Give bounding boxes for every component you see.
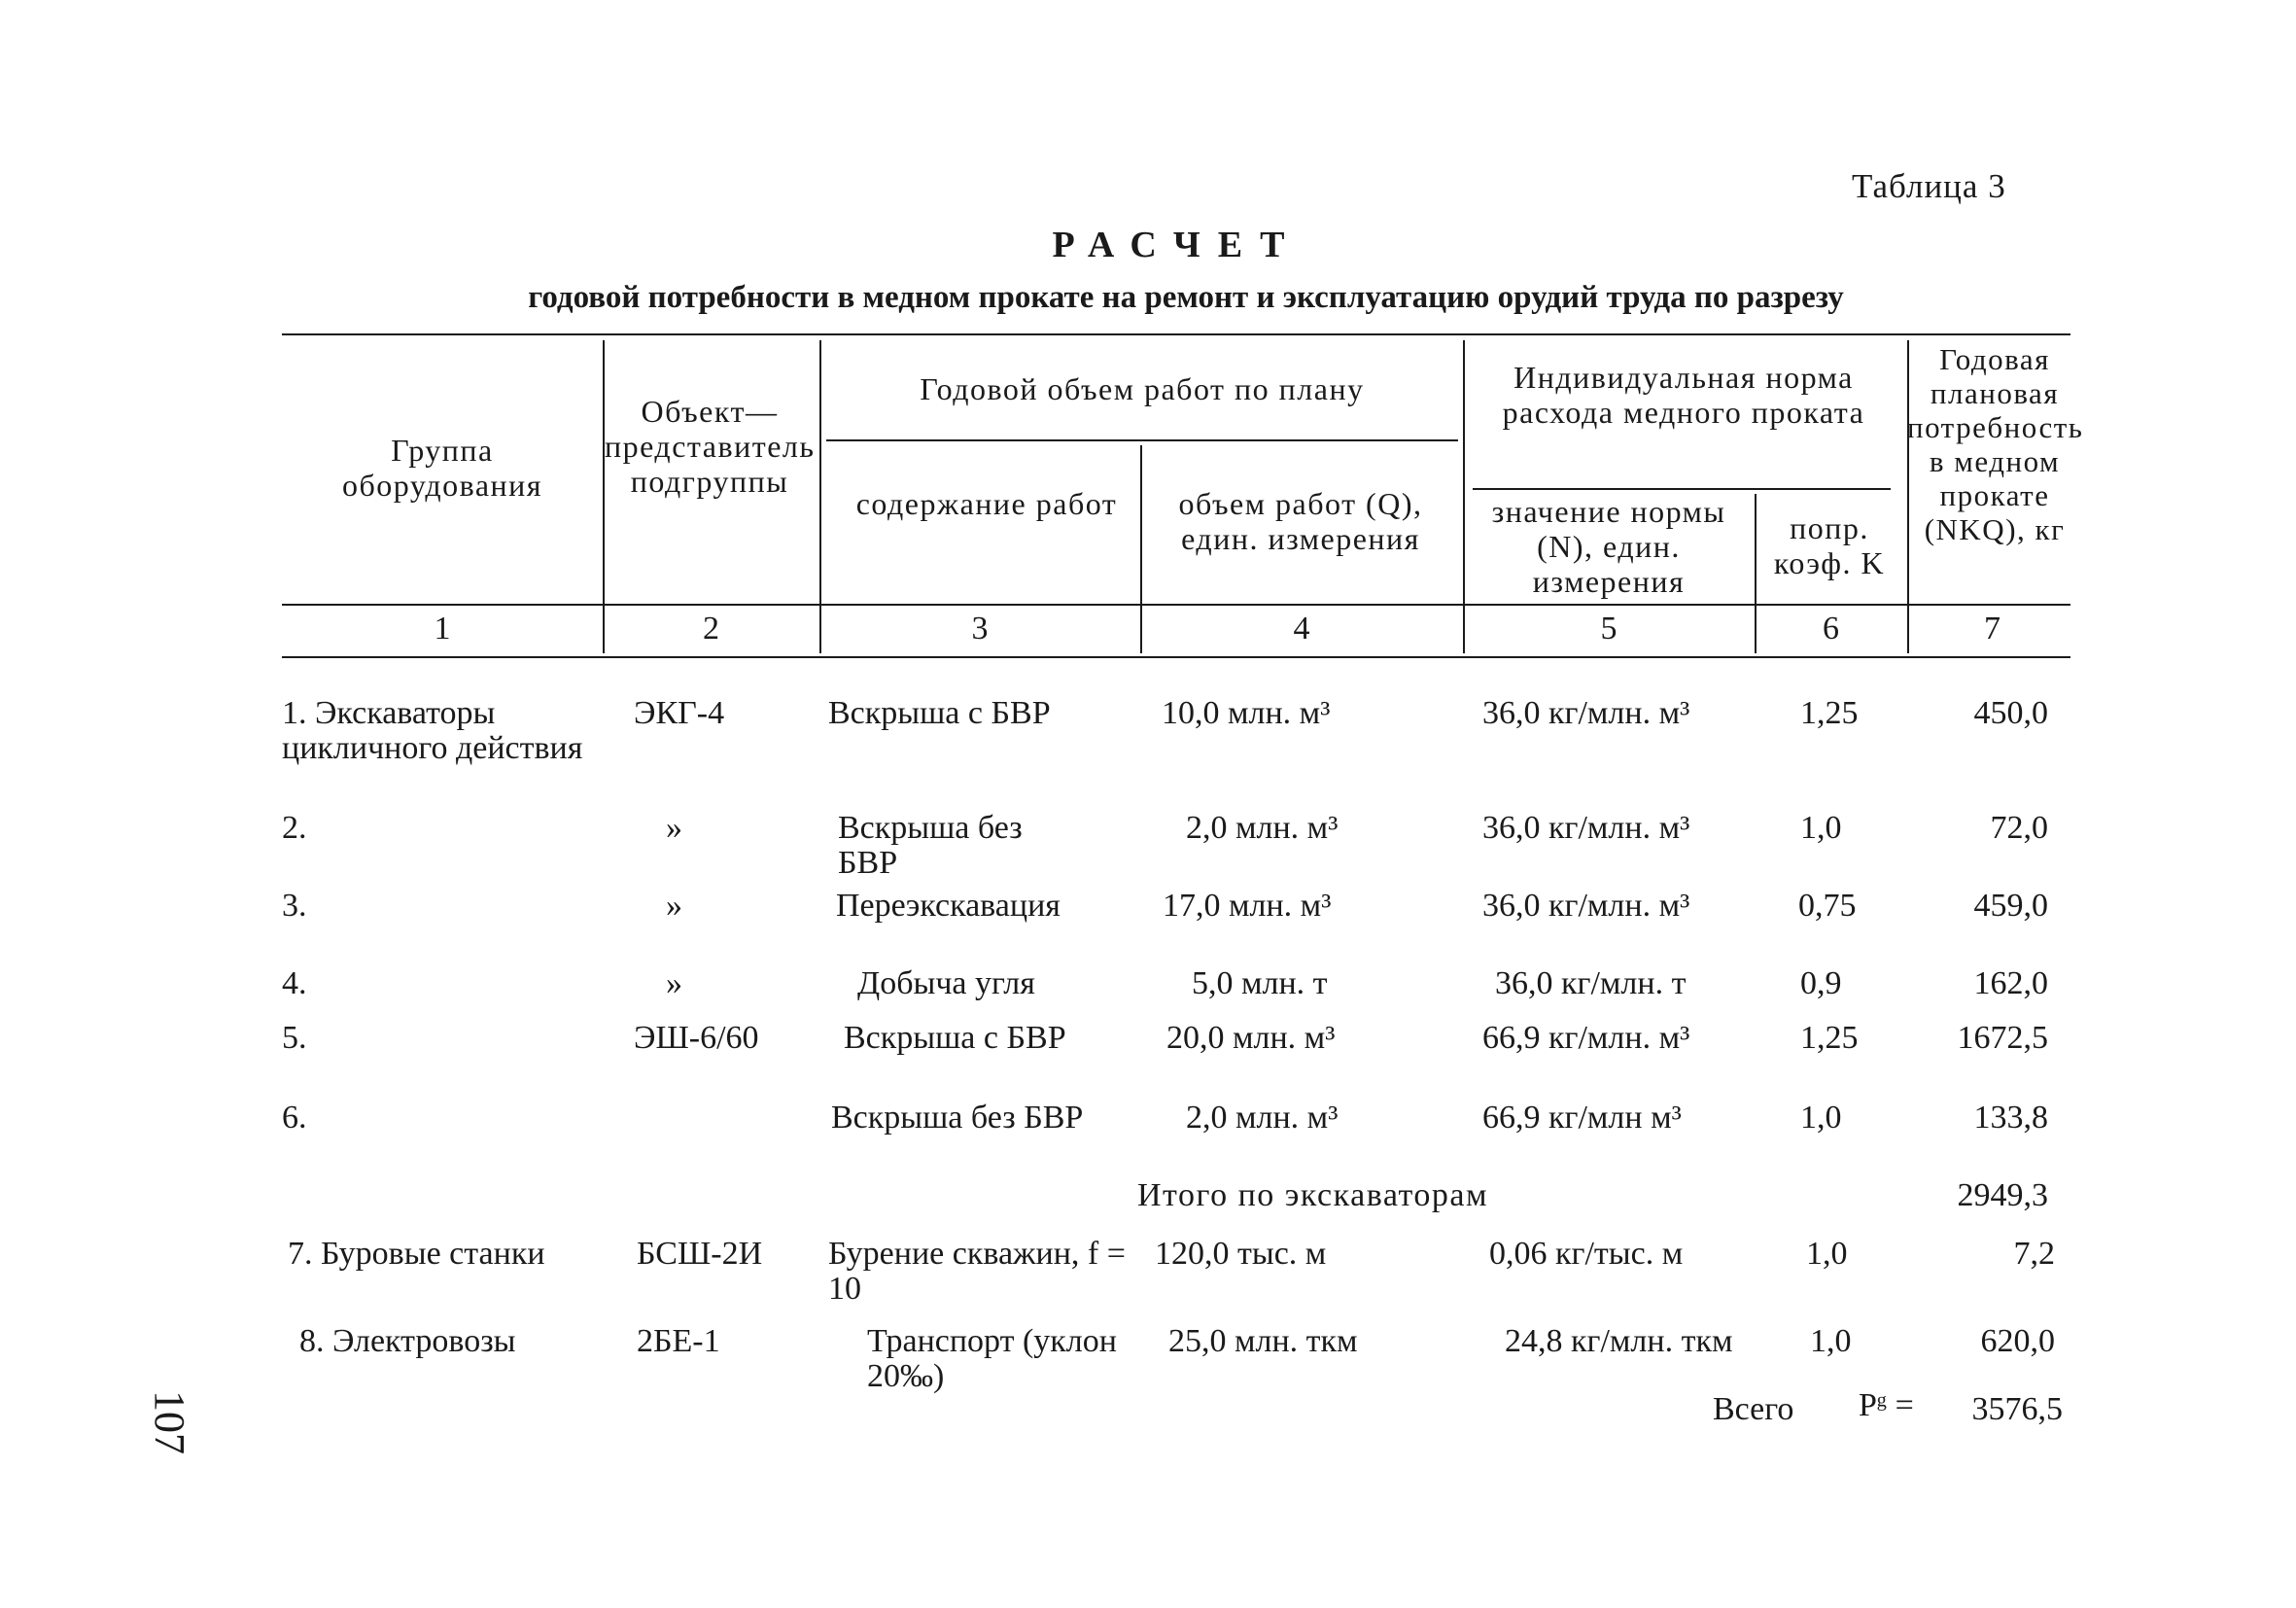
row-5-content: Вскрыша с БВР (844, 1020, 1066, 1056)
total-symbol: Pᵍ = (1859, 1387, 1914, 1423)
header-group: Группа оборудования (342, 433, 542, 503)
row-3-coef: 0,75 (1798, 888, 1857, 924)
row-5-coef: 1,25 (1800, 1020, 1859, 1056)
row-6-coef: 1,0 (1800, 1100, 1842, 1136)
colnum-2: 2 (703, 611, 719, 647)
row-1-volume: 10,0 млн. м³ (1162, 695, 1331, 731)
row-3-object: » (666, 888, 682, 924)
row-4-need: 162,0 (1973, 965, 2048, 1001)
row-4-object: » (666, 965, 682, 1001)
row-2-need: 72,0 (1990, 810, 2048, 846)
colnum-1: 1 (434, 611, 451, 647)
row-1-object: ЭКГ-4 (634, 695, 725, 731)
col-divider-2 (819, 340, 821, 653)
colnum-6: 6 (1823, 611, 1839, 647)
row-5-need: 1672,5 (1957, 1020, 2048, 1056)
row-7-object: БСШ-2И (637, 1236, 763, 1272)
row-2-group: 2. (282, 810, 307, 846)
row-3-group: 3. (282, 888, 307, 924)
row-4-content: Добыча угля (857, 965, 1035, 1001)
row-1-need: 450,0 (1973, 695, 2048, 731)
row-8-group: 8. Электровозы (299, 1323, 516, 1359)
document-subtitle: годовой потребности в медном прокате на ремонт и эксплуатацию орудий труда по разрезу (528, 280, 1844, 315)
row-4-group: 4. (282, 965, 307, 1001)
row-2-norm: 36,0 кг/млн. м³ (1482, 810, 1690, 846)
row-7-content: Бурение скважин, f = 10 (828, 1236, 1126, 1307)
row-6-need: 133,8 (1973, 1100, 2048, 1136)
document-title: РАСЧЕТ (1052, 225, 1303, 265)
total-label: Всего (1713, 1391, 1794, 1427)
row-5-norm: 66,9 кг/млн. м³ (1482, 1020, 1690, 1056)
header-norm: Индивидуальная норма расхода медного проката (1502, 360, 1865, 430)
row-3-norm: 36,0 кг/млн. м³ (1482, 888, 1690, 924)
row-8-content: Транспорт (уклон 20‰) (867, 1323, 1117, 1394)
header-norm-value: значение нормы (N), един. измерения (1491, 494, 1726, 599)
row-7-group: 7. Буровые станки (288, 1236, 545, 1272)
header-volume-q: объем работ (Q), един. измерения (1178, 486, 1423, 556)
colnum-7: 7 (1984, 611, 2000, 647)
norm-sub-rule (1473, 488, 1891, 490)
row-8-object: 2БЕ-1 (637, 1323, 720, 1359)
colnum-5: 5 (1600, 611, 1618, 647)
colnum-4: 4 (1293, 611, 1310, 647)
header-bottom-rule (282, 604, 2070, 606)
row-2-coef: 1,0 (1800, 810, 1842, 846)
row-7-volume: 120,0 тыс. м (1155, 1236, 1327, 1272)
row-2-volume: 2,0 млн. м³ (1186, 810, 1339, 846)
row-3-content: Переэкскавация (836, 888, 1061, 924)
header-annual-volume: Годовой объем работ по плану (920, 371, 1365, 406)
table-top-rule (282, 333, 2070, 335)
row-6-content: Вскрыша без БВР (831, 1100, 1084, 1136)
row-5-group: 5. (282, 1020, 307, 1056)
row-3-volume: 17,0 млн. м³ (1163, 888, 1332, 924)
colnum-3: 3 (971, 611, 989, 647)
row-2-content: Вскрыша без БВР (838, 810, 1023, 881)
row-7-need: 7,2 (2013, 1236, 2055, 1272)
subtotal-value: 2949,3 (1957, 1177, 2048, 1213)
row-2-object: » (666, 810, 682, 846)
row-8-need: 620,0 (1980, 1323, 2055, 1359)
row-5-object: ЭШ-6/60 (634, 1020, 759, 1056)
row-4-norm: 36,0 кг/млн. т (1495, 965, 1687, 1001)
row-8-norm: 24,8 кг/млн. ткм (1505, 1323, 1733, 1359)
subtotal-label: Итого по экскаваторам (1137, 1177, 1489, 1213)
row-6-volume: 2,0 млн. м³ (1186, 1100, 1339, 1136)
header-coef: попр. коэф. K (1773, 510, 1886, 580)
row-1-content: Вскрыша с БВР (828, 695, 1051, 731)
total-value: 3576,5 (1971, 1391, 2063, 1427)
header-object: Объект—представитель подгруппы (605, 394, 816, 499)
colnum-bottom-rule (282, 656, 2070, 658)
row-3-need: 459,0 (1973, 888, 2048, 924)
row-6-norm: 66,9 кг/млн м³ (1482, 1100, 1682, 1136)
header-content: содержание работ (855, 486, 1118, 521)
row-6-group: 6. (282, 1100, 307, 1136)
row-7-norm: 0,06 кг/тыс. м (1489, 1236, 1684, 1272)
row-4-coef: 0,9 (1800, 965, 1842, 1001)
header-need: Годовая плановая потребность в медном прокате (NKQ), кг (1907, 342, 2084, 546)
table-label: Таблица 3 (1852, 167, 2006, 205)
row-8-coef: 1,0 (1810, 1323, 1852, 1359)
row-4-volume: 5,0 млн. т (1192, 965, 1328, 1001)
col-divider-4 (1463, 340, 1465, 653)
page-number: 107 (146, 1390, 193, 1454)
row-7-coef: 1,0 (1806, 1236, 1848, 1272)
row-5-volume: 20,0 млн. м³ (1166, 1020, 1336, 1056)
row-1-coef: 1,25 (1800, 695, 1859, 731)
volume-sub-rule (826, 439, 1458, 441)
row-1-norm: 36,0 кг/млн. м³ (1482, 695, 1690, 731)
row-1-group: 1. Экскаваторы цикличного действия (282, 695, 583, 766)
row-8-volume: 25,0 млн. ткм (1168, 1323, 1358, 1359)
